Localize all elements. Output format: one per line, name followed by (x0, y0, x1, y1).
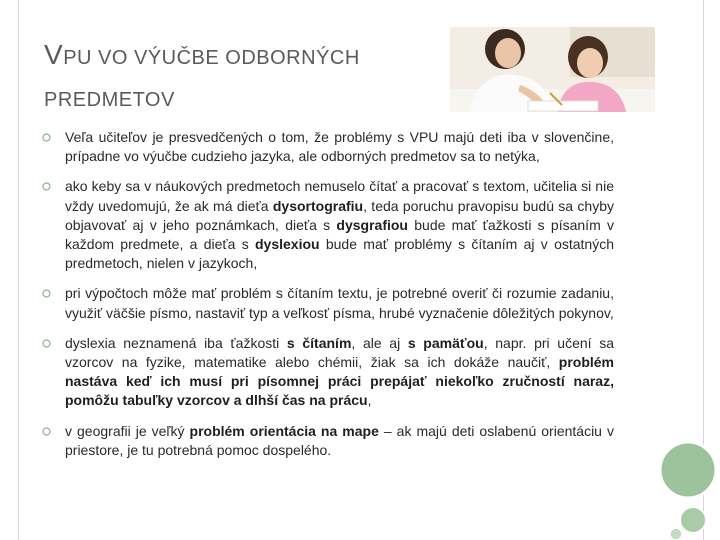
bullet-text: v geografii je veľký (65, 422, 190, 439)
bullet-circle-icon (42, 339, 51, 348)
bullet-text-bold: dysgrafiou (336, 216, 408, 233)
bullet-text: bude mať problémy s čítaním aj v ostatných predmetoch, nielen v jazykoch, (65, 236, 614, 272)
bullet-text: ako keby sa v náukových predmetoch nemuselo čítať a pracovať s textom, učitelia si nie vždy uvedomujú, že ak má dieťa (65, 178, 614, 214)
slide-title (44, 40, 434, 115)
bullet-text: Veľa učiteľov je presvedčených o tom, že problémy s VPU majú deti iba v slovenčine, prípadne vo výučbe cudzieho jazyka, ale odborných predmetov sa to netýka, (65, 129, 614, 165)
bullet-text-bold: s čítaním (286, 334, 352, 351)
bullet-text: pri výpočtoch môže mať problém s čítaním textu, je potrebné overiť či rozumie zadaniu, využiť väčšie písmo, nastaviť typ a veľkosť písma, hrubé vyznačenie dôležitých pokynov, (65, 285, 614, 321)
bullet-text-bold: s pamäťou (407, 334, 484, 351)
bullet-circle-icon (42, 133, 51, 142)
bullet-text: , napr. pri učení sa vzorcov na fyzike, matematike alebo chémii, žiak sa ich dokáže naučiť, (65, 334, 614, 371)
bullet-item (42, 334, 614, 411)
decorative-circle-tiny (670, 528, 682, 540)
bullet-text: , (367, 392, 372, 409)
bullet-text: , ale aj (351, 334, 408, 351)
title-line-1 (44, 40, 434, 73)
bullet-list (42, 128, 614, 471)
bullet-circle-icon (42, 289, 51, 298)
bullet-text-bold: dyslexiou (254, 236, 320, 253)
title-initial: V (44, 39, 64, 70)
bullet-text: bude mať ťažkosti s písaním v každom predmete, a dieťa s (65, 216, 614, 253)
title-line-1-rest: PU VO VÝUČBE ODBORNÝCH (63, 47, 360, 69)
bullet-text: dyslexia neznamená iba ťažkosti (65, 334, 287, 351)
bullet-circle-icon (42, 427, 51, 436)
teacher-child-photo (450, 27, 655, 112)
decorative-circle-small (680, 507, 706, 533)
bullet-text: – ak majú deti oslabenú orientáciu v priestore, je tu potrebná pomoc dospelého. (65, 422, 614, 458)
bullet-text-bold: problém orientácia na mape (189, 422, 379, 439)
decorative-circle-large (660, 442, 716, 498)
bullet-item (42, 284, 614, 322)
bullet-item (42, 422, 614, 460)
bullet-item (42, 177, 614, 273)
bullet-circle-icon (42, 182, 51, 191)
title-line-2: PREDMETOV (44, 89, 175, 111)
bullet-text-bold: problém nastáva keď ich musí pri písomnej práci prepájať niekoľko zručností naraz, pomôžu tabuľky vzorcov a dlhší čas na prácu (65, 354, 614, 409)
bullet-item (42, 128, 614, 166)
bullet-text-bold: dysortografiu (272, 197, 364, 214)
bullet-text: , teda poruchu pravopisu budú sa chyby objavovať aj v jeho poznámkach, dieťa s (65, 197, 614, 233)
